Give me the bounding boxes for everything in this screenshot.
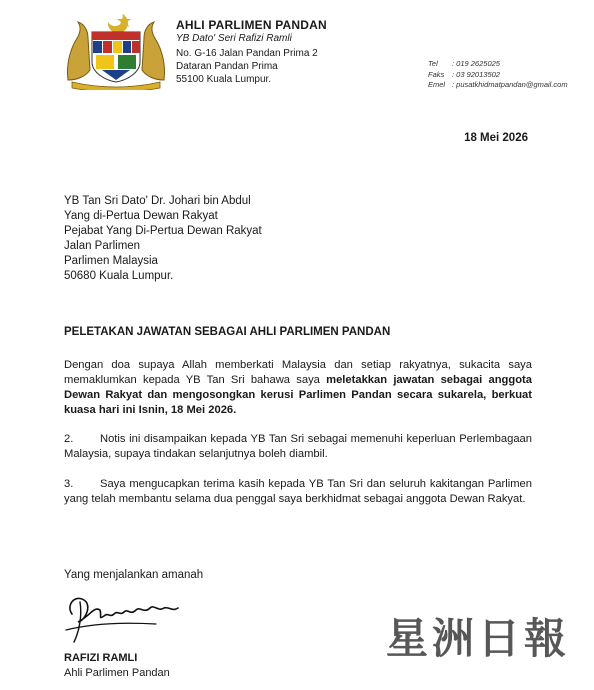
recipient-line: 50680 Kuala Lumpur. bbox=[64, 270, 174, 282]
paragraph-1 bbox=[64, 358, 532, 418]
contact-value: : pusatkhidmatpandan@gmail.com bbox=[452, 80, 568, 89]
paragraph-2 bbox=[64, 432, 532, 462]
paragraph-1-text: Dengan doa supaya Allah memberkati Malaysia dan setiap rakyatnya, sukacita saya memaklumkan kepada YB Tan Sri bahawa saya bbox=[64, 359, 532, 386]
paragraph-number: 2. bbox=[64, 433, 74, 445]
paragraph-2-text: Notis ini disampaikan kepada YB Tan Sri sebagai memenuhi keperluan Perlembagaan Malaysia, supaya tindakan selanjutnya boleh diambil. bbox=[64, 433, 532, 460]
letterhead-address bbox=[176, 47, 318, 86]
contact-value: : 03 92013502 bbox=[452, 69, 500, 79]
contact-label: Emel bbox=[428, 80, 446, 89]
contact-value: : 019 2625025 bbox=[452, 59, 500, 68]
letter-subject: PELETAKAN JAWATAN SEBAGAI AHLI PARLIMEN PANDAN bbox=[64, 326, 391, 338]
address-line: Dataran Pandan Prima bbox=[176, 61, 278, 72]
paragraph-3 bbox=[64, 477, 532, 507]
recipient-line: Yang di-Pertua Dewan Rakyat bbox=[64, 210, 218, 222]
signatory-title: Ahli Parlimen Pandan bbox=[64, 667, 170, 679]
contact-tel bbox=[428, 59, 568, 70]
address-line: No. G-16 Jalan Pandan Prima 2 bbox=[176, 48, 318, 59]
coat-of-arms-icon bbox=[62, 10, 170, 90]
newspaper-watermark: 星洲日報 bbox=[386, 614, 571, 663]
contact-fax bbox=[428, 70, 568, 81]
contact-email bbox=[428, 80, 568, 91]
contact-block bbox=[428, 59, 568, 91]
recipient-line: YB Tan Sri Dato' Dr. Johari bin Abdul bbox=[64, 195, 251, 207]
paragraph-3-text: Saya mengucapkan terima kasih kepada YB Tan Sri dan seluruh kakitangan Parlimen yang telah membantu selama dua penggal saya berkhidmat sebagai anggota Dewan Rakyat. bbox=[64, 478, 532, 505]
closing-line: Yang menjalankan amanah bbox=[64, 569, 204, 581]
recipient-line: Jalan Parlimen bbox=[64, 240, 141, 252]
letterhead-title: AHLI PARLIMEN PANDAN bbox=[176, 18, 327, 32]
contact-label: Tel bbox=[428, 59, 438, 68]
signature-image bbox=[60, 586, 190, 646]
signatory-name: RAFIZI RAMLI bbox=[64, 652, 138, 664]
address-line: 55100 Kuala Lumpur. bbox=[176, 74, 272, 85]
letter-date: 18 Mei 2026 bbox=[464, 132, 528, 144]
contact-label: Faks bbox=[428, 69, 445, 79]
recipient-line: Parlimen Malaysia bbox=[64, 255, 158, 267]
paragraph-1-bold: meletakkan jawatan sebagai anggota Dewan Rakyat dan mengosongkan kerusi Parlimen Pandan secara sukarela, berkuat kuasa hari ini Isnin, 18 Mei 2026. bbox=[64, 374, 532, 416]
recipient-line: Pejabat Yang Di-Pertua Dewan Rakyat bbox=[64, 225, 262, 237]
letterhead-name: YB Dato' Seri Rafizi Ramli bbox=[176, 33, 292, 44]
recipient-address bbox=[64, 194, 262, 284]
paragraph-number: 3. bbox=[64, 478, 74, 490]
